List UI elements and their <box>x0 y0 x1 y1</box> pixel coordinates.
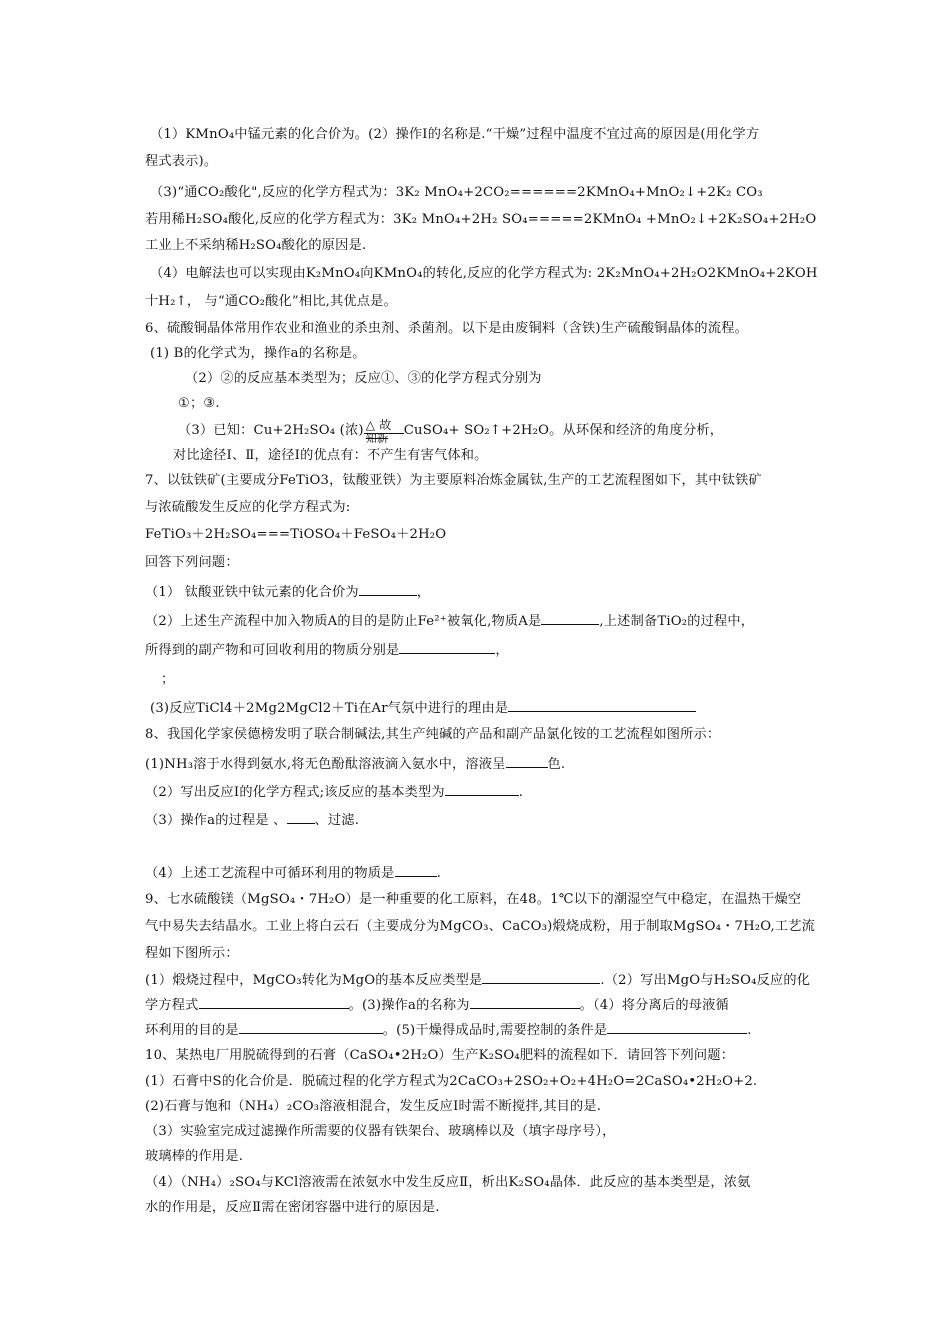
q9-line5-end: 。（4）将分离后的母液循 <box>579 998 729 1013</box>
answer-blank[interactable] <box>359 581 417 596</box>
answer-blank[interactable] <box>482 969 600 984</box>
q5-part3-line1: （3)“通CO₂酸化",反应的化学方程式为：3K₂ MnO₄+2CO₂======2KMnO₄+MnO₂↓+2K₂ CO₃ <box>150 185 763 200</box>
answer-blank[interactable] <box>239 1019 383 1034</box>
q6-sub3-comparison: 对比途径I、Ⅱ，途径I的优点有：不产生有害气体和。 <box>173 448 488 463</box>
answer-blank[interactable] <box>399 639 495 654</box>
q7-sub3-text: (3)反应TiCl4＋2Mg2MgCl2＋Ti在Ar气氛中进行的理由是 <box>150 701 509 716</box>
q5-part1-line2: 程式表示)。 <box>145 154 218 169</box>
answer-blank[interactable] <box>607 1019 747 1034</box>
q8-sub1-text: (1)NH₃溶于水得到氨水,将无色酚酞溶液滴入氨水中，溶液呈 <box>145 757 506 772</box>
q7-sub2-text: （2）上述生产流程中加入物质A的目的是防止Fe²⁺被氧化,物质A是 <box>145 614 542 629</box>
q9-line5-mid: 。(3)操作a的名称为 <box>348 998 470 1013</box>
q8-sub2-text: （2）写出反应I的化学方程式;该反应的基本类型为 <box>145 785 445 800</box>
q7-sub2b-text: 所得到的副产物和可回收利用的物质分别是 <box>145 643 400 658</box>
q7-sub2-mid: ,上述制备TiO₂的过程中， <box>599 614 755 629</box>
q8-sub4-text: （4）上述工艺流程中可循环利用的物质是 <box>145 866 395 881</box>
q9-line5-text: 学方程式 <box>145 998 199 1013</box>
q8-sub3-end: 、过滤. <box>314 813 360 828</box>
q6-sub1: (1) B的化学式为，操作a的名称是。 <box>150 346 366 361</box>
q7-sub1 <box>145 581 817 603</box>
q5-part4-line1: （4）电解法也可以实现由K₂MnO₄向KMnO₄的转化,反应的化学方程式为: 2K₂MnO₄+2H₂O2KMnO₄+2KOH <box>150 266 818 281</box>
q8-title: 8、我国化学家侯德榜发明了联合制碱法,其生产纯碱的产品和副产品氯化铵的工艺流程如图所示： <box>145 727 721 742</box>
q7-sub2-line2 <box>145 639 817 661</box>
answer-blank[interactable] <box>199 994 349 1009</box>
q7-semicolon: ； <box>161 672 175 687</box>
q9-line2: 气中易失去结晶水。工业上将白云石（主要成分为MgCO₃、CaCO₃)煅烧成粉，用于制取MgSO₄・7H₂O,工艺流 <box>145 919 816 934</box>
q7-title-line2: 与浓硫酸发生反应的化学方程式为: <box>145 500 351 515</box>
q5-part1-line1: （1）KMnO₄中锰元素的化合价为。(2）操作I的名称是.“干燥”过程中温度不宜过高的原因是(用化学方 <box>150 127 760 142</box>
q10-sub2: (2)石膏与饱和（NH₄）₂CO₃溶液相混合，发生反应Ⅰ时需不断搅拌,其目的是. <box>145 1099 602 1114</box>
q5-part3-line2: 若用稀H₂SO₄酸化,反应的化学方程式为：3K₂ MnO₄+2H₂ SO₄=====2KMnO₄ +MnO₂↓+2K₂SO₄+2H₂O <box>145 212 817 227</box>
q8-sub4 <box>145 862 817 884</box>
q8-sub3 <box>145 809 817 831</box>
q9-line1: 9、七水硫酸镁（MgSO₄・7H₂O）是一种重要的化工原料，在48。1℃以下的潮湿空气中稳定，在温热干燥空 <box>145 892 802 907</box>
q7-equation: FeTiO₃＋2H₂SO₄===TiOSO₄＋FeSO₄＋2H₂O <box>145 527 447 542</box>
q7-sub1-text: （1） 钛酸亚铁中钛元素的化合价为 <box>145 585 359 600</box>
answer-blank[interactable] <box>445 781 519 796</box>
q6-sub2: （2）②的反应基本类型为；反应①、③的化学方程式分别为 <box>185 371 542 386</box>
watermark-text: 知新 <box>365 432 389 445</box>
answer-blank[interactable] <box>395 862 437 877</box>
q9-line6 <box>145 1019 817 1041</box>
q9-line4-text: (1）煅烧过程中，MgCO₃转化为MgO的基本反应类型是 <box>145 973 483 988</box>
reaction-condition-arrow <box>364 418 404 445</box>
q6-sub3-reactants: （3）已知：Cu+2H₂SO₄ (浓) <box>178 423 364 438</box>
q7-sub3 <box>150 697 822 719</box>
q6-sub3-products: CuSO₄+ SO₂↑+2H₂O。从环保和经济的角度分析， <box>403 423 724 438</box>
q9-line3: 程如下图所示： <box>145 946 239 961</box>
q8-sub1 <box>145 753 817 775</box>
q5-part4-line2: 十H₂↑， 与“通CO₂酸化”相比,其优点是。 <box>145 294 397 309</box>
q10-sub3: （3）实验室完成过滤操作所需要的仪器有铁架台、玻璃棒以及（填字母序号）， <box>145 1124 616 1139</box>
q10-sub3-line2: 玻璃棒的作用是. <box>145 1149 244 1164</box>
answer-blank[interactable] <box>508 697 696 712</box>
q9-line6-text: 环利用的目的是 <box>145 1023 239 1038</box>
q9-line4-end: .（2）写出MgO与H₂SO₄反应的化 <box>600 973 811 988</box>
answer-blank[interactable] <box>506 753 548 768</box>
answer-blank[interactable] <box>541 610 599 625</box>
q7-title: 7、以钛铁矿(主要成分FeTiO3，钛酸亚铁）为主要原料冶炼金属钛,生产的工艺流程图如下，其中钛铁矿 <box>145 473 762 488</box>
q8-sub1-end: 色. <box>547 757 566 772</box>
q6-title: 6、硫酸铜晶体常用作农业和渔业的杀虫剂、杀菌剂。以下是由废铜料（含铁)生产硫酸铜晶体的流程。 <box>145 321 748 336</box>
q7-sub2 <box>145 610 817 632</box>
q7-answer-prompt: 回答下列问题： <box>145 555 239 570</box>
q10-sub1: (1）石膏中S的化合价是．脱硫过程的化学方程式为2CaCO₃+2SO₂+O₂+4H₂O=2CaSO₄•2H₂O+2. <box>145 1074 758 1089</box>
q8-sub3-text: （3）操作a的过程是 、 <box>145 813 287 828</box>
q9-line5 <box>145 994 817 1016</box>
q10-title: 10、某热电厂用脱硫得到的石膏（CaSO₄•2H₂O）生产K₂SO₄肥料的流程如下．请回答下列问题： <box>145 1048 735 1063</box>
q8-sub2 <box>145 781 817 803</box>
q6-sub2-equations: ①；③. <box>178 396 220 411</box>
heat-symbol: △ 故 <box>365 418 392 432</box>
q6-sub3 <box>178 418 850 445</box>
q7-sub2b-end: ， <box>495 643 509 658</box>
q9-line6-mid: 。(5)干燥得成品时,需要控制的条件是 <box>382 1023 608 1038</box>
q10-sub4: （4）（NH₄）₂SO₄与KCl溶液需在浓氨水中发生反应Ⅱ，析出K₂SO₄晶体．此反应的基本类型是，浓氨 <box>145 1175 751 1190</box>
q9-line4 <box>145 969 817 991</box>
answer-blank[interactable] <box>470 994 580 1009</box>
q9-line6-end: . <box>747 1023 752 1038</box>
answer-blank[interactable] <box>287 809 315 824</box>
q8-sub4-end: . <box>436 866 441 881</box>
q7-sub1-end: ， <box>416 585 431 600</box>
q5-part3-line3: 工业上不采纳稀H₂SO₄酸化的原因是. <box>145 238 367 253</box>
q8-sub2-end: . <box>518 785 524 800</box>
q10-sub4-line2: 水的作用是，反应Ⅱ需在密闭容器中进行的原因是. <box>145 1200 440 1215</box>
